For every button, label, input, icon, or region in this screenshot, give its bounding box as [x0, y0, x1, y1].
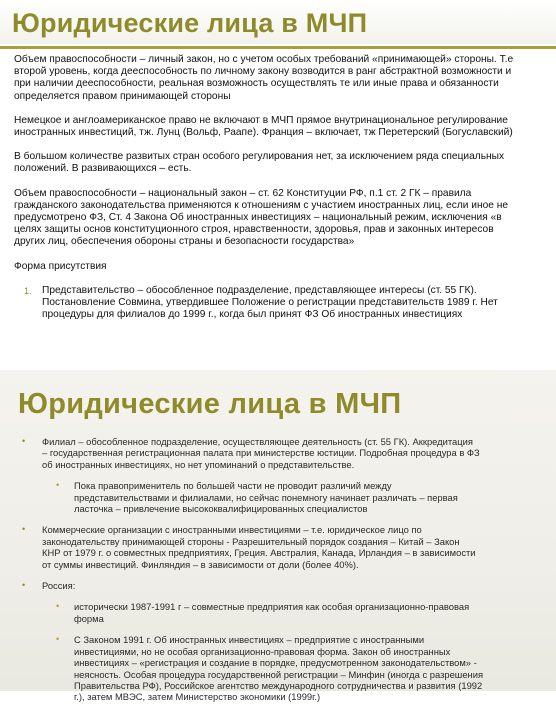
slide-gap — [0, 340, 556, 370]
text-line: инвестициями, но не особая организационно-правовая форма. Закон об иностранных — [74, 645, 451, 657]
text-line: Постановление Совмина, утвердившее Положение о регистрации представительств 1989 г. Нет — [42, 297, 498, 309]
text-line: Филиал – обособленное подразделение, осуществляющее деятельность (ст. 55 ГК). Аккредитация — [42, 436, 473, 447]
sub-bullet-item — [20, 634, 550, 702]
text-line: инвестициях – «регистрация и создание в порядке, предусмотренном законодательством» - — [74, 657, 477, 669]
text-line: Коммерческие организации с иностранными инвестициями – т.е. юридическое лицо по — [42, 524, 422, 536]
text-line: – государственная регистрационная палата при министерстве юстиции. Подробная процедура в ФЗ — [42, 447, 480, 459]
text-line: процедуры для филиалов до 1999 г., когда был принят ФЗ Об иностранных инвестициях — [42, 309, 463, 321]
text-line: С Законом 1991 г. Об иностранных инвестициях – предприятие с иностранными — [74, 634, 425, 646]
text-line: Представительство – обособленное подразделение, представляющее интересы (ст. 55 ГК). — [42, 284, 477, 296]
numbered-list — [14, 285, 554, 322]
text-line: представительствами и филиалами, но сейчас понемногу начинает различать – первая — [74, 491, 458, 503]
bullet-item — [20, 524, 550, 570]
sub-bullet-item — [20, 601, 550, 624]
paragraph — [14, 151, 554, 175]
bullet-item — [20, 436, 550, 470]
text-line: В большом количестве развитых стран особого регулирования нет, за исключением ряда специальных — [14, 151, 505, 163]
text-line: других лиц, обеспечения обороны страны и безопасности государства» — [14, 236, 355, 248]
bullet-icon: • — [22, 580, 26, 591]
bullet-item — [20, 580, 550, 591]
text-line: Объем правоспособности – личный закон, но с учетом особых требований «принимающей» стороны. Т.е — [14, 54, 514, 65]
text-line: Объем правоспособности – национальный закон – ст. 62 Конституции РФ, п.1 ст. 2 ГК – правила — [14, 187, 472, 199]
slide-title: Юридические лица в МЧП — [12, 8, 368, 38]
text-line: предусмотрено ФЗ, Ст. 4 Закона Об иностранных инвестициях – национальный режим, исключения «в — [14, 212, 502, 224]
text-line: Немецкое и англоамериканское право не включают в МЧП прямое внутринациональное регулирование — [14, 114, 508, 126]
paragraph — [14, 261, 554, 273]
text-line: неясность. Особая процедура государственной регистрации – Минфин (иногда с разрешения — [74, 668, 484, 680]
text-line: иностранных инвестиций, тж. Лунц (Вольф, Раапе). Франция – включает, тж Перетерский (Богуславский) — [14, 127, 513, 139]
text-line: исторически 1987-1991 г – совместные предприятия как особая организационно-правовая — [74, 601, 470, 613]
text-line: законодательству принимающей стороны - Разрешительный порядок создания – Китай – Закон — [42, 535, 460, 547]
bullet-icon: • — [56, 634, 60, 645]
text-line: при наличии дееспособности, реальная возможность осуществлять те или иные права и обязанности — [14, 78, 499, 90]
text-line: определяется правом принимающей стороны — [14, 90, 231, 102]
text-line: г.), затем МВЭС, затем Министерство экономики (1999г.) — [74, 691, 321, 703]
list-number: 1. — [24, 285, 32, 296]
text-line: Пока правоприменитель по большей части не проводит различий между — [74, 480, 392, 492]
text-line: Правительства РФ), Российское агентство международного сотрудничества и развития (1992 — [74, 679, 483, 691]
list-item — [14, 285, 554, 322]
text-line: Форма присутствия — [14, 260, 107, 272]
sub-bullet-item — [20, 480, 550, 514]
bullet-icon: • — [22, 436, 26, 446]
bullet-icon: • — [56, 480, 60, 491]
title-divider — [0, 46, 556, 49]
text-line: Россия: — [42, 580, 76, 592]
paragraph — [14, 54, 554, 103]
text-line: форма — [74, 612, 104, 624]
bullet-icon: • — [56, 601, 60, 612]
slide-body — [20, 436, 550, 713]
top-slide — [0, 0, 556, 340]
paragraph — [14, 188, 554, 249]
text-line: от суммы инвестиций. Финляндия – в зависимости от доли (более 40%). — [42, 558, 359, 570]
bottom-slide-photo — [0, 370, 556, 703]
text-line: положений. В развивающихся – есть. — [14, 163, 192, 175]
paragraph — [14, 115, 554, 139]
text-line: гражданского законодательства применяются к отношениям с участием иностранных лиц, если иное не — [14, 199, 509, 211]
text-line: второй уровень, когда дееспособность по личному закону возводится в ранг абстрактной возможности и — [14, 66, 512, 78]
text-line: целях защиты основ конституционного строя, нравственности, здоровья, прав и законных интересов — [14, 224, 494, 236]
bullet-icon: • — [22, 524, 26, 535]
slide-title: Юридические лица в МЧП — [18, 388, 402, 420]
slide-body — [14, 54, 554, 321]
text-line: ласточка – привлечение высококвалифицированных специалистов — [74, 503, 368, 515]
text-line: об иностранных инвестициях, но нет упоминаний о представительстве. — [42, 458, 355, 470]
text-line: КНР от 1979 г. о совместных предприятиях, Греция. Австралия, Канада, Ирландия – в зависимости — [42, 547, 476, 559]
